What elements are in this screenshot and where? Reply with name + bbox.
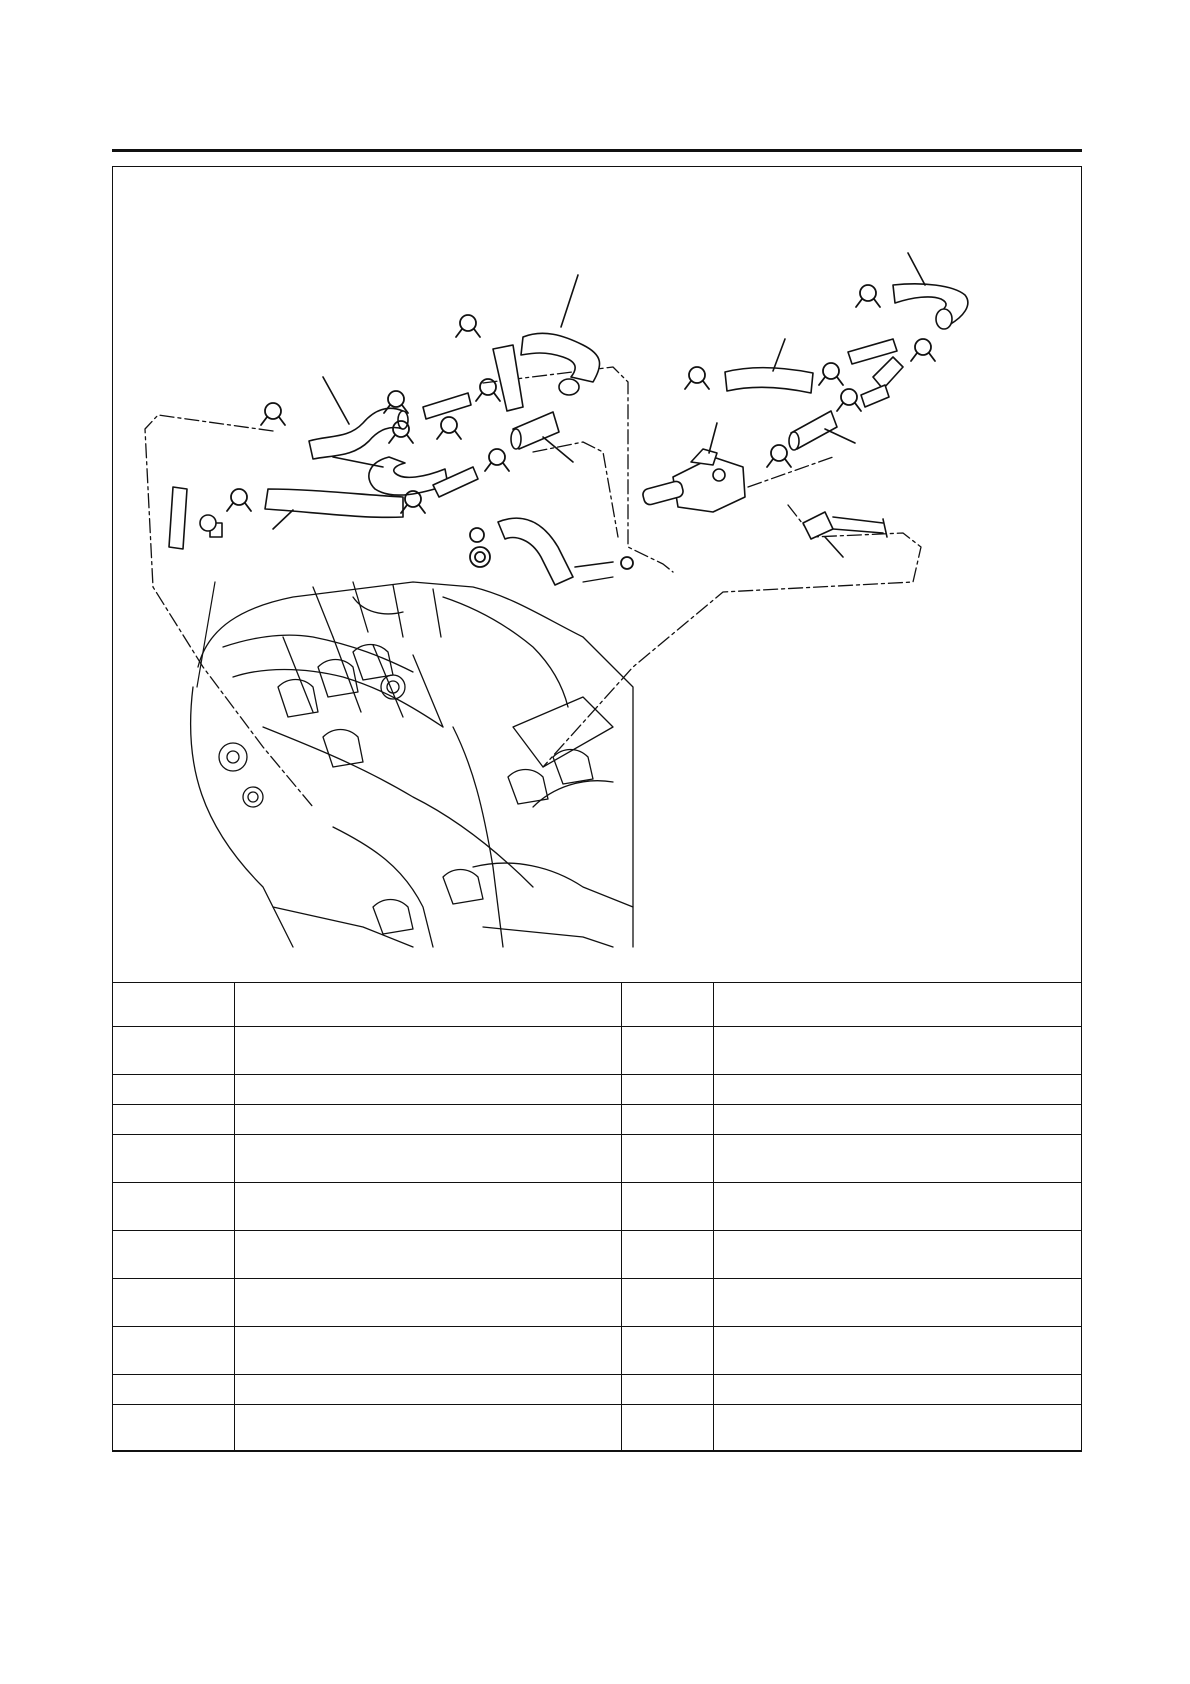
cell-remarks (714, 1105, 1082, 1135)
cell-qty (622, 1075, 714, 1105)
cell-order (113, 1135, 235, 1183)
engine-block (191, 582, 633, 947)
cell-order (113, 1105, 235, 1135)
cell-qty (622, 1405, 714, 1452)
table-row (113, 1135, 1082, 1183)
cell-qty (622, 1327, 714, 1375)
cell-order (113, 1075, 235, 1105)
hose-f (498, 518, 613, 585)
cell-order (113, 1183, 235, 1231)
hose-a (309, 377, 408, 459)
cell-order (113, 1231, 235, 1279)
cell-qty (622, 1231, 714, 1279)
air-cut-valve (642, 423, 745, 512)
hose-e (511, 412, 573, 462)
cell-qty (622, 1183, 714, 1231)
cell-job (235, 1279, 622, 1327)
table-row (113, 1405, 1082, 1452)
cell-job (235, 1231, 622, 1279)
cell-job (235, 1405, 622, 1452)
cell-qty (622, 1027, 714, 1075)
cell-remarks (714, 1135, 1082, 1183)
table-row (113, 1027, 1082, 1075)
header-job (235, 983, 622, 1027)
hose-c (333, 457, 448, 495)
table-row (113, 1105, 1082, 1135)
cell-qty (622, 1375, 714, 1405)
cell-remarks (714, 1075, 1082, 1105)
cell-order (113, 1405, 235, 1452)
header-qty (622, 983, 714, 1027)
header-order (113, 983, 235, 1027)
cell-remarks (714, 1183, 1082, 1231)
hose-i (789, 411, 855, 450)
cell-job (235, 1135, 622, 1183)
cell-job (235, 1075, 622, 1105)
cell-job (235, 1375, 622, 1405)
table-row (113, 1231, 1082, 1279)
cell-remarks (714, 1405, 1082, 1452)
hose-g (725, 339, 813, 393)
cell-remarks (714, 1027, 1082, 1075)
table-row (113, 1183, 1082, 1231)
cell-order (113, 1279, 235, 1327)
table-row (113, 1327, 1082, 1375)
cell-remarks (714, 1231, 1082, 1279)
table-row (113, 1279, 1082, 1327)
cell-job (235, 1105, 622, 1135)
table-header-row (113, 983, 1082, 1027)
cell-job (235, 1183, 622, 1231)
hose-d (265, 489, 403, 529)
cell-job (235, 1327, 622, 1375)
cell-qty (622, 1279, 714, 1327)
parts-table (112, 982, 1082, 1452)
cell-order (113, 1375, 235, 1405)
cell-qty (622, 1105, 714, 1135)
cell-remarks (714, 1327, 1082, 1375)
table-row (113, 1075, 1082, 1105)
engine-hose-illustration (113, 167, 1080, 983)
hose-h (893, 253, 968, 329)
figure-frame (112, 166, 1082, 1451)
table-row (113, 1375, 1082, 1405)
cell-job (235, 1027, 622, 1075)
cell-order (113, 1327, 235, 1375)
cell-remarks (714, 1279, 1082, 1327)
cell-remarks (714, 1375, 1082, 1405)
cell-qty (622, 1135, 714, 1183)
header-remarks (714, 983, 1082, 1027)
header-rule (112, 149, 1082, 152)
cell-order (113, 1027, 235, 1075)
